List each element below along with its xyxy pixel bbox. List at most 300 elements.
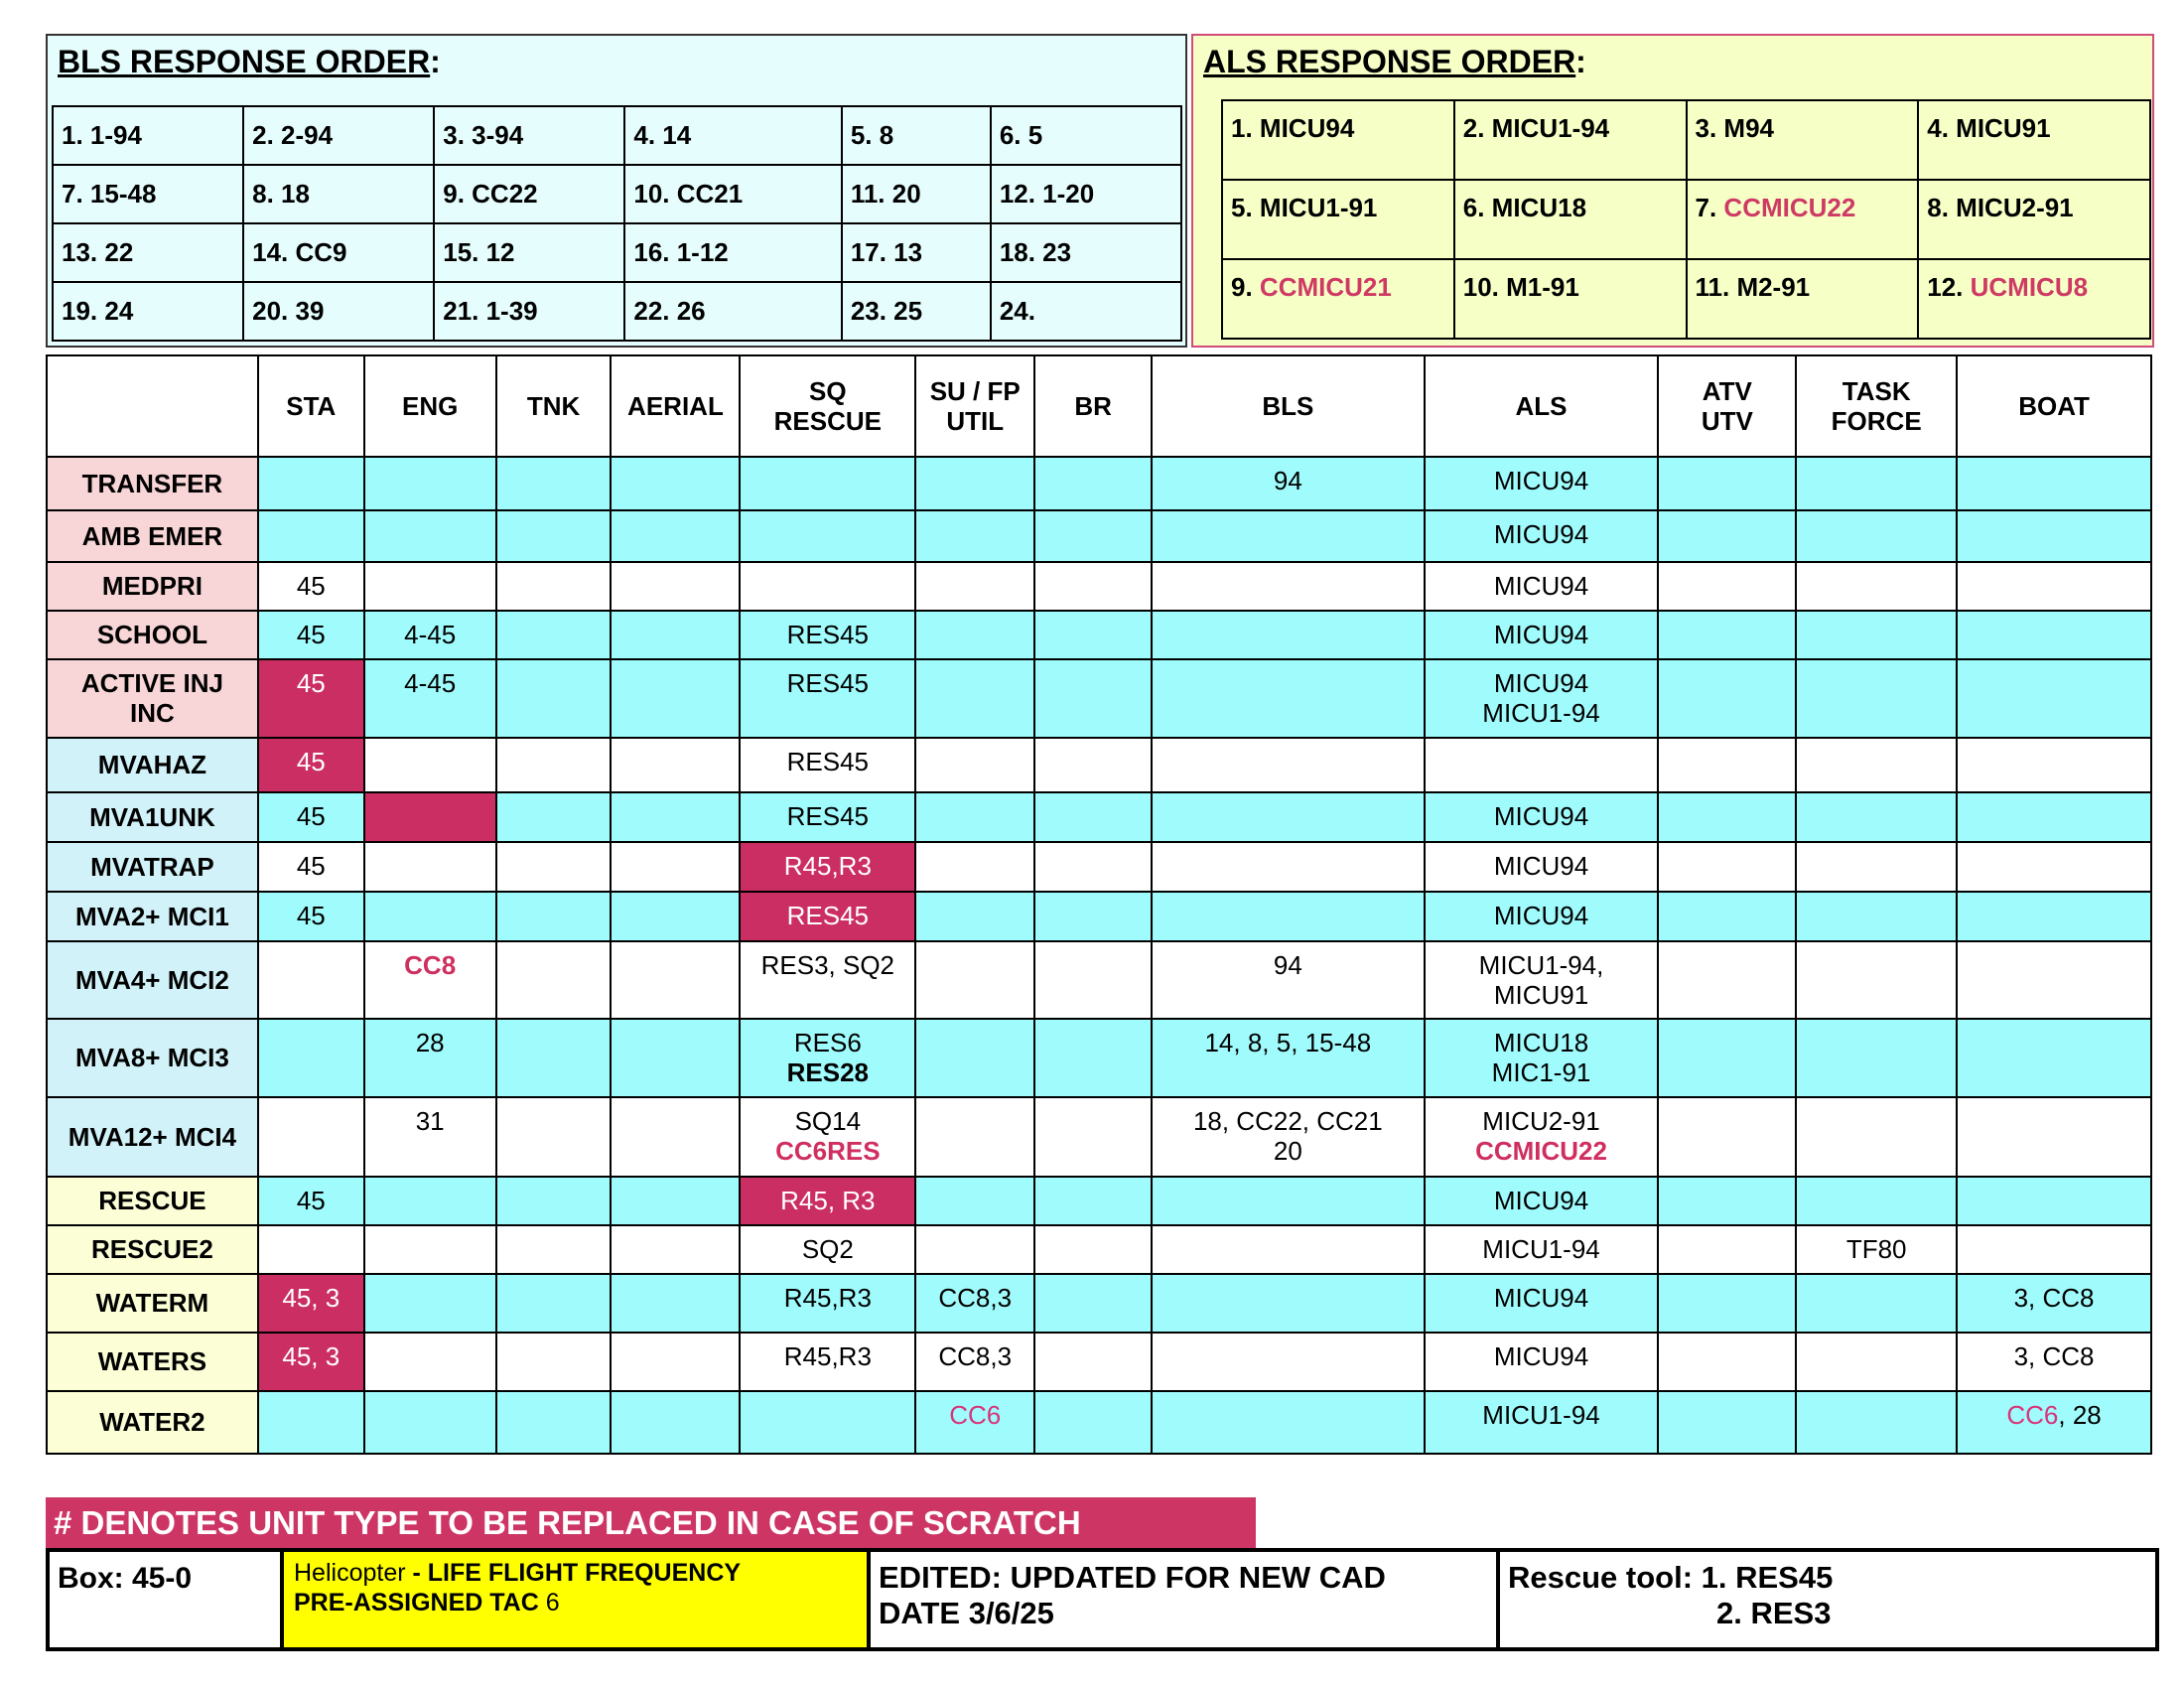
cell-sq-rescue: RES45 xyxy=(740,659,915,738)
edited-text: EDITED: UPDATED FOR NEW CAD xyxy=(879,1560,1386,1595)
cell-task-force xyxy=(1796,738,1957,792)
cell-sta xyxy=(258,457,364,510)
cell-bls xyxy=(1152,1225,1425,1274)
cell-br xyxy=(1034,510,1152,562)
als-unit: MICU94 xyxy=(1259,113,1355,143)
cell-task-force xyxy=(1796,457,1957,510)
cell-br xyxy=(1034,792,1152,842)
bls-cell: 8. 18 xyxy=(243,165,434,223)
cell-su-fp-util: CC8,3 xyxy=(915,1333,1034,1391)
column-header-br: BR xyxy=(1034,355,1152,457)
cell-aerial xyxy=(611,1177,740,1225)
cell-task-force xyxy=(1796,611,1957,659)
bls-cell: 11. 20 xyxy=(842,165,991,223)
cell-eng xyxy=(364,738,496,792)
cell-br xyxy=(1034,1097,1152,1177)
cell-br xyxy=(1034,1177,1152,1225)
cell-br xyxy=(1034,457,1152,510)
table-row xyxy=(47,738,2151,792)
cell-boat xyxy=(1957,457,2151,510)
als-cell xyxy=(1918,100,2150,180)
cell-als: MICU2-91 CCMICU22 xyxy=(1425,1097,1659,1177)
cell-atv-utv xyxy=(1658,738,1796,792)
als-unit: M1-91 xyxy=(1506,272,1579,302)
cell-bls: 18, CC22, CC21 20 xyxy=(1152,1097,1425,1177)
cell-aerial xyxy=(611,1097,740,1177)
cell-eng xyxy=(364,510,496,562)
cell-su-fp-util: CC8,3 xyxy=(915,1274,1034,1333)
cell-boat xyxy=(1957,738,2151,792)
cell-atv-utv xyxy=(1658,1333,1796,1391)
cell-sq-rescue: RES45 xyxy=(740,792,915,842)
cell-atv-utv xyxy=(1658,611,1796,659)
cell-sq-rescue: R45,R3 xyxy=(740,1333,915,1391)
cell-su-fp-util xyxy=(915,510,1034,562)
cell-atv-utv xyxy=(1658,892,1796,941)
bls-cell: 20. 39 xyxy=(243,282,434,341)
cell-aerial xyxy=(611,659,740,738)
cell-tnk xyxy=(496,562,612,611)
matrix-header-row xyxy=(47,355,2151,457)
als-title: ALS RESPONSE ORDER: xyxy=(1203,44,1586,79)
cell-tnk xyxy=(496,510,612,562)
cell-boat xyxy=(1957,1019,2151,1097)
cell-sq-rescue: R45, R3 xyxy=(740,1177,915,1225)
cell-sta: 45 xyxy=(258,1177,364,1225)
als-cell xyxy=(1222,180,1454,259)
cell-tnk xyxy=(496,792,612,842)
row-label: RESCUE2 xyxy=(47,1225,258,1274)
scratch-note-banner: # DENOTES UNIT TYPE TO BE REPLACED IN CASE OF SCRATCH xyxy=(46,1497,1256,1549)
cell-sta xyxy=(258,941,364,1019)
table-row xyxy=(47,892,2151,941)
row-label: WATERM xyxy=(47,1274,258,1333)
cell-bls xyxy=(1152,611,1425,659)
als-rank: 2. xyxy=(1462,113,1492,143)
table-row xyxy=(47,842,2151,892)
cell-boat xyxy=(1957,659,2151,738)
cell-atv-utv xyxy=(1658,510,1796,562)
cell-bls xyxy=(1152,659,1425,738)
bls-cell: 17. 13 xyxy=(842,223,991,282)
row-label: MVA4+ MCI2 xyxy=(47,941,258,1019)
row-label: MVAHAZ xyxy=(47,738,258,792)
cell-sq-rescue xyxy=(740,1391,915,1454)
als-unit: M94 xyxy=(1723,113,1774,143)
cell-boat xyxy=(1957,941,2151,1019)
cell-als: MICU94 xyxy=(1425,510,1659,562)
als-cell xyxy=(1918,180,2150,259)
cell-als: MICU94 MICU1-94 xyxy=(1425,659,1659,738)
cell-bls xyxy=(1152,738,1425,792)
bls-cell: 16. 1-12 xyxy=(624,223,841,282)
heli-frequency: - LIFE FLIGHT FREQUENCY xyxy=(405,1559,742,1587)
cell-eng xyxy=(364,562,496,611)
column-header-sq-rescue: SQ RESCUE xyxy=(740,355,915,457)
cell-task-force xyxy=(1796,1274,1957,1333)
cell-su-fp-util xyxy=(915,842,1034,892)
als-cell xyxy=(1918,259,2150,339)
column-header-sta: STA xyxy=(258,355,364,457)
cell-als: MICU94 xyxy=(1425,611,1659,659)
cell-br xyxy=(1034,1019,1152,1097)
cell-su-fp-util xyxy=(915,562,1034,611)
row-label: WATERS xyxy=(47,1333,258,1391)
cell-als: MICU94 xyxy=(1425,1177,1659,1225)
column-header-aerial: AERIAL xyxy=(611,355,740,457)
cell-br xyxy=(1034,1333,1152,1391)
cell-su-fp-util xyxy=(915,1177,1034,1225)
column-header-boat: BOAT xyxy=(1957,355,2151,457)
cell-tnk xyxy=(496,457,612,510)
cell-boat xyxy=(1957,842,2151,892)
cell-tnk xyxy=(496,842,612,892)
cell-sq-rescue xyxy=(740,457,915,510)
bls-cell: 12. 1-20 xyxy=(991,165,1181,223)
bls-cell: 23. 25 xyxy=(842,282,991,341)
row-label: MVATRAP xyxy=(47,842,258,892)
cell-sta: 45 xyxy=(258,892,364,941)
cell-eng: 4-45 xyxy=(364,659,496,738)
als-rank: 4. xyxy=(1927,113,1957,143)
bls-cell: 6. 5 xyxy=(991,106,1181,165)
cell-task-force: TF80 xyxy=(1796,1225,1957,1274)
als-rank: 3. xyxy=(1695,113,1724,143)
als-cell xyxy=(1454,100,1687,180)
cell-eng: CC8 xyxy=(364,941,496,1019)
bls-cell: 5. 8 xyxy=(842,106,991,165)
cell-task-force xyxy=(1796,1177,1957,1225)
cell-bls xyxy=(1152,1177,1425,1225)
cell-als: MICU1-94 xyxy=(1425,1225,1659,1274)
cell-aerial xyxy=(611,611,740,659)
column-header-su-fp-util: SU / FP UTIL xyxy=(915,355,1034,457)
cell-bls xyxy=(1152,842,1425,892)
als-rank: 11. xyxy=(1695,272,1737,302)
table-row xyxy=(47,562,2151,611)
cell-bls: 94 xyxy=(1152,941,1425,1019)
table-row xyxy=(47,457,2151,510)
cell-aerial xyxy=(611,892,740,941)
cell-eng xyxy=(364,1225,496,1274)
response-matrix-table xyxy=(46,354,2152,1455)
als-unit: MICU91 xyxy=(1956,113,2051,143)
cell-sta xyxy=(258,1097,364,1177)
cell-su-fp-util xyxy=(915,457,1034,510)
helicopter-info xyxy=(284,1552,871,1647)
cell-aerial xyxy=(611,562,740,611)
cell-br xyxy=(1034,611,1152,659)
cell-atv-utv xyxy=(1658,1225,1796,1274)
cell-boat xyxy=(1957,892,2151,941)
cell-eng xyxy=(364,1177,496,1225)
cell-task-force xyxy=(1796,1097,1957,1177)
cell-als: MICU94 xyxy=(1425,792,1659,842)
table-row xyxy=(47,1274,2151,1333)
cell-sta xyxy=(258,510,364,562)
bls-cell: 24. xyxy=(991,282,1181,341)
cell-tnk xyxy=(496,941,612,1019)
cell-als: MICU1-94 xyxy=(1425,1391,1659,1454)
cell-su-fp-util xyxy=(915,1225,1034,1274)
bls-cell: 3. 3-94 xyxy=(434,106,624,165)
cell-aerial xyxy=(611,510,740,562)
cell-tnk xyxy=(496,738,612,792)
cell-tnk xyxy=(496,1333,612,1391)
cell-boat xyxy=(1957,1225,2151,1274)
cell-sta: 45 xyxy=(258,562,364,611)
cell-aerial xyxy=(611,1391,740,1454)
cell-bls xyxy=(1152,562,1425,611)
als-cell xyxy=(1454,180,1687,259)
als-response-order-panel xyxy=(1191,34,2154,348)
cell-task-force xyxy=(1796,941,1957,1019)
cell-aerial xyxy=(611,1019,740,1097)
cell-br xyxy=(1034,1391,1152,1454)
row-label: MVA12+ MCI4 xyxy=(47,1097,258,1177)
cell-task-force xyxy=(1796,562,1957,611)
cell-bls xyxy=(1152,1274,1425,1333)
cell-bls xyxy=(1152,510,1425,562)
cell-aerial xyxy=(611,1333,740,1391)
cell-eng xyxy=(364,842,496,892)
cell-als: MICU94 xyxy=(1425,892,1659,941)
cell-br xyxy=(1034,1274,1152,1333)
table-row xyxy=(47,659,2151,738)
bls-cell: 21. 1-39 xyxy=(434,282,624,341)
cell-sq-rescue: RES3, SQ2 xyxy=(740,941,915,1019)
cell-sq-rescue: RES45 xyxy=(740,892,915,941)
als-unit: CCMICU22 xyxy=(1723,193,1856,222)
als-unit: MICU18 xyxy=(1491,193,1587,222)
als-unit: MICU1-91 xyxy=(1259,193,1378,222)
cell-aerial xyxy=(611,842,740,892)
row-label: ACTIVE INJ INC xyxy=(47,659,258,738)
cell-sq-rescue xyxy=(740,510,915,562)
als-cell xyxy=(1222,259,1454,339)
cell-sq-rescue: R45,R3 xyxy=(740,842,915,892)
cell-bls: 14, 8, 5, 15-48 xyxy=(1152,1019,1425,1097)
rescue-tool-1: Rescue tool: 1. RES45 xyxy=(1508,1560,1834,1595)
als-rank: 6. xyxy=(1462,193,1492,222)
als-unit: M2-91 xyxy=(1736,272,1811,302)
als-rank: 9. xyxy=(1231,272,1260,302)
als-rank: 10. xyxy=(1462,272,1507,302)
cell-boat xyxy=(1957,1097,2151,1177)
row-label: AMB EMER xyxy=(47,510,258,562)
table-row xyxy=(47,1177,2151,1225)
cell-sta: 45, 3 xyxy=(258,1274,364,1333)
cell-task-force xyxy=(1796,659,1957,738)
table-row xyxy=(47,1097,2151,1177)
cell-boat: 3, CC8 xyxy=(1957,1333,2151,1391)
cell-als: MICU94 xyxy=(1425,1274,1659,1333)
cell-task-force xyxy=(1796,1391,1957,1454)
bls-response-order-panel xyxy=(46,34,1187,348)
als-cell xyxy=(1687,259,1919,339)
cell-aerial xyxy=(611,792,740,842)
cell-boat xyxy=(1957,510,2151,562)
cell-su-fp-util xyxy=(915,738,1034,792)
cell-aerial xyxy=(611,457,740,510)
cell-eng xyxy=(364,1333,496,1391)
cell-sta: 45 xyxy=(258,659,364,738)
cell-eng xyxy=(364,1274,496,1333)
table-row xyxy=(47,941,2151,1019)
cell-als: MICU94 xyxy=(1425,457,1659,510)
cell-br xyxy=(1034,892,1152,941)
column-header-als: ALS xyxy=(1425,355,1659,457)
cell-su-fp-util xyxy=(915,892,1034,941)
cell-atv-utv xyxy=(1658,842,1796,892)
table-row xyxy=(47,1225,2151,1274)
row-label: RESCUE xyxy=(47,1177,258,1225)
als-rank: 8. xyxy=(1927,193,1957,222)
cell-tnk xyxy=(496,659,612,738)
cell-bls xyxy=(1152,1333,1425,1391)
als-cell xyxy=(1454,259,1687,339)
cell-sq-rescue: RES45 xyxy=(740,611,915,659)
cell-sta xyxy=(258,1225,364,1274)
bls-cell: 13. 22 xyxy=(53,223,243,282)
cell-boat: 3, CC8 xyxy=(1957,1274,2151,1333)
column-header-eng: ENG xyxy=(364,355,496,457)
cell-aerial xyxy=(611,1274,740,1333)
cell-su-fp-util xyxy=(915,611,1034,659)
cell-aerial xyxy=(611,1225,740,1274)
rescue-tool-info xyxy=(1500,1552,2155,1647)
row-label: MVA1UNK xyxy=(47,792,258,842)
cell-tnk xyxy=(496,1274,612,1333)
cell-atv-utv xyxy=(1658,1391,1796,1454)
cell-boat: CC6, 28 xyxy=(1957,1391,2151,1454)
row-label: MEDPRI xyxy=(47,562,258,611)
cell-atv-utv xyxy=(1658,1097,1796,1177)
cell-als: MICU18 MIC1-91 xyxy=(1425,1019,1659,1097)
cell-tnk xyxy=(496,1019,612,1097)
tac-value: 6 xyxy=(545,1589,560,1617)
table-row xyxy=(47,510,2151,562)
cell-br xyxy=(1034,842,1152,892)
cell-br xyxy=(1034,659,1152,738)
table-row xyxy=(47,611,2151,659)
als-rank: 12. xyxy=(1927,272,1971,302)
cell-su-fp-util xyxy=(915,1097,1034,1177)
cell-br xyxy=(1034,562,1152,611)
cell-sq-rescue: RES45 xyxy=(740,738,915,792)
table-row xyxy=(47,792,2151,842)
cell-atv-utv xyxy=(1658,659,1796,738)
footer-info-bar xyxy=(46,1548,2159,1651)
als-cell xyxy=(1687,180,1919,259)
cell-bls xyxy=(1152,792,1425,842)
cell-eng: 31 xyxy=(364,1097,496,1177)
cell-eng: 28 xyxy=(364,1019,496,1097)
column-header-bls: BLS xyxy=(1152,355,1425,457)
column-header-atv-utv: ATV UTV xyxy=(1658,355,1796,457)
cell-sta: 45, 3 xyxy=(258,1333,364,1391)
cell-atv-utv xyxy=(1658,457,1796,510)
cell-tnk xyxy=(496,611,612,659)
bls-cell: 19. 24 xyxy=(53,282,243,341)
cell-eng xyxy=(364,792,496,842)
cell-tnk xyxy=(496,1225,612,1274)
row-label: MVA8+ MCI3 xyxy=(47,1019,258,1097)
cell-aerial xyxy=(611,738,740,792)
cell-sq-rescue: RES6 RES28 xyxy=(740,1019,915,1097)
cell-eng xyxy=(364,457,496,510)
bls-cell: 2. 2-94 xyxy=(243,106,434,165)
als-unit: UCMICU8 xyxy=(1970,272,2089,302)
bls-cell: 18. 23 xyxy=(991,223,1181,282)
cell-sta xyxy=(258,1391,364,1454)
cell-sta: 45 xyxy=(258,611,364,659)
box-number: Box: 45-0 xyxy=(50,1552,284,1647)
cell-tnk xyxy=(496,1391,612,1454)
cell-bls xyxy=(1152,892,1425,941)
cell-bls xyxy=(1152,1391,1425,1454)
bls-title: BLS RESPONSE ORDER: xyxy=(58,44,441,79)
cell-sq-rescue: R45,R3 xyxy=(740,1274,915,1333)
cell-als xyxy=(1425,738,1659,792)
cell-tnk xyxy=(496,1177,612,1225)
cell-boat xyxy=(1957,792,2151,842)
cell-su-fp-util xyxy=(915,659,1034,738)
als-rank: 5. xyxy=(1231,193,1260,222)
als-unit: MICU2-91 xyxy=(1956,193,2074,222)
cell-boat xyxy=(1957,611,2151,659)
als-cell xyxy=(1687,100,1919,180)
bls-cell: 4. 14 xyxy=(624,106,841,165)
cell-su-fp-util xyxy=(915,1019,1034,1097)
cell-atv-utv xyxy=(1658,1274,1796,1333)
table-row xyxy=(47,1019,2151,1097)
cell-boat xyxy=(1957,562,2151,611)
cell-bls: 94 xyxy=(1152,457,1425,510)
cell-sta xyxy=(258,1019,364,1097)
cell-als: MICU94 xyxy=(1425,562,1659,611)
bls-cell: 9. CC22 xyxy=(434,165,624,223)
cell-task-force xyxy=(1796,892,1957,941)
cell-als: MICU1-94, MICU91 xyxy=(1425,941,1659,1019)
cell-atv-utv xyxy=(1658,562,1796,611)
cell-boat xyxy=(1957,1177,2151,1225)
column-header-blank xyxy=(47,355,258,457)
cell-task-force xyxy=(1796,1333,1957,1391)
cell-aerial xyxy=(611,941,740,1019)
row-label: SCHOOL xyxy=(47,611,258,659)
row-label: MVA2+ MCI1 xyxy=(47,892,258,941)
cell-su-fp-util: CC6 xyxy=(915,1391,1034,1454)
cell-sta: 45 xyxy=(258,842,364,892)
cell-eng xyxy=(364,1391,496,1454)
cell-atv-utv xyxy=(1658,792,1796,842)
cell-task-force xyxy=(1796,1019,1957,1097)
rescue-tool-2: 2. RES3 xyxy=(1716,1596,1832,1630)
cell-atv-utv xyxy=(1658,1019,1796,1097)
row-label: TRANSFER xyxy=(47,457,258,510)
bls-order-table xyxy=(52,105,1182,342)
cell-sq-rescue xyxy=(740,562,915,611)
cell-br xyxy=(1034,1225,1152,1274)
als-rank: 7. xyxy=(1695,193,1724,222)
cell-task-force xyxy=(1796,842,1957,892)
column-header-tnk: TNK xyxy=(496,355,612,457)
bls-cell: 7. 15-48 xyxy=(53,165,243,223)
als-cell xyxy=(1222,100,1454,180)
cell-su-fp-util xyxy=(915,792,1034,842)
edit-info xyxy=(871,1552,1500,1647)
